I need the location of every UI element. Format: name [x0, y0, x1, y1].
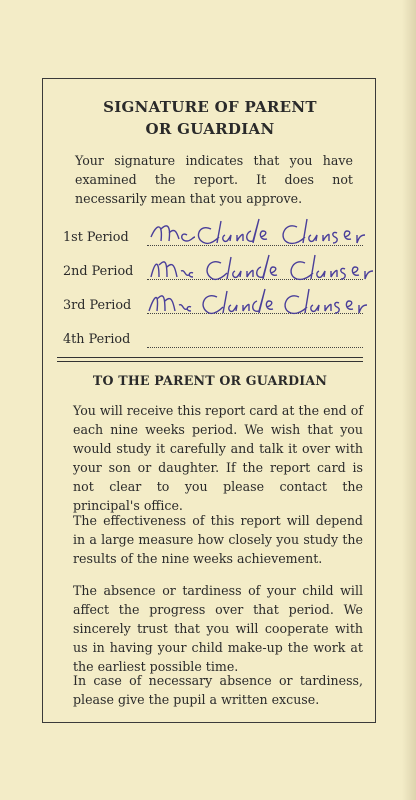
- handwritten-signature: [147, 283, 377, 323]
- title-line-2: OR GUARDIAN: [145, 120, 275, 138]
- report-card-back: [42, 78, 376, 723]
- period-label: 1st Period: [63, 230, 129, 245]
- period-row-3rd: [63, 293, 363, 327]
- period-label: 2nd Period: [63, 264, 134, 279]
- notice-paragraph: In case of necessary absence or tardiness, please give the pupil a written excuse.: [73, 673, 363, 707]
- signature-intro-text: Your signature indicates that you have examined the report. It does not necessarily mean that you approve.: [75, 153, 353, 206]
- notice-paragraph: The absence or tardiness of your child will affect the progress over that period. We sincerely trust that you will cooperate with us in having your child make-up the work at the earliest possible time.: [73, 583, 363, 674]
- period-label: 4th Period: [63, 332, 131, 347]
- period-signature-list: [63, 225, 363, 361]
- parent-notice-heading: TO THE PARENT OR GUARDIAN: [92, 373, 328, 388]
- notice-paragraph: The effectiveness of this report will depend in a large measure how closely you study the results of the nine weeks achievement.: [73, 513, 363, 566]
- period-row-4th: [63, 327, 363, 361]
- section-divider: [57, 357, 363, 362]
- paper-edge-shadow: [402, 0, 416, 800]
- signature-section-title: [43, 96, 377, 140]
- signature-line[interactable]: [147, 347, 363, 348]
- title-line-1: SIGNATURE OF PARENT: [103, 98, 317, 116]
- period-label: 3rd Period: [63, 298, 132, 313]
- notice-paragraph: You will receive this report card at the end of each nine weeks period. We wish that you would study it carefully and talk it over with your son or daughter. If the report card is not clear to you please contact the principal's office.: [73, 403, 363, 513]
